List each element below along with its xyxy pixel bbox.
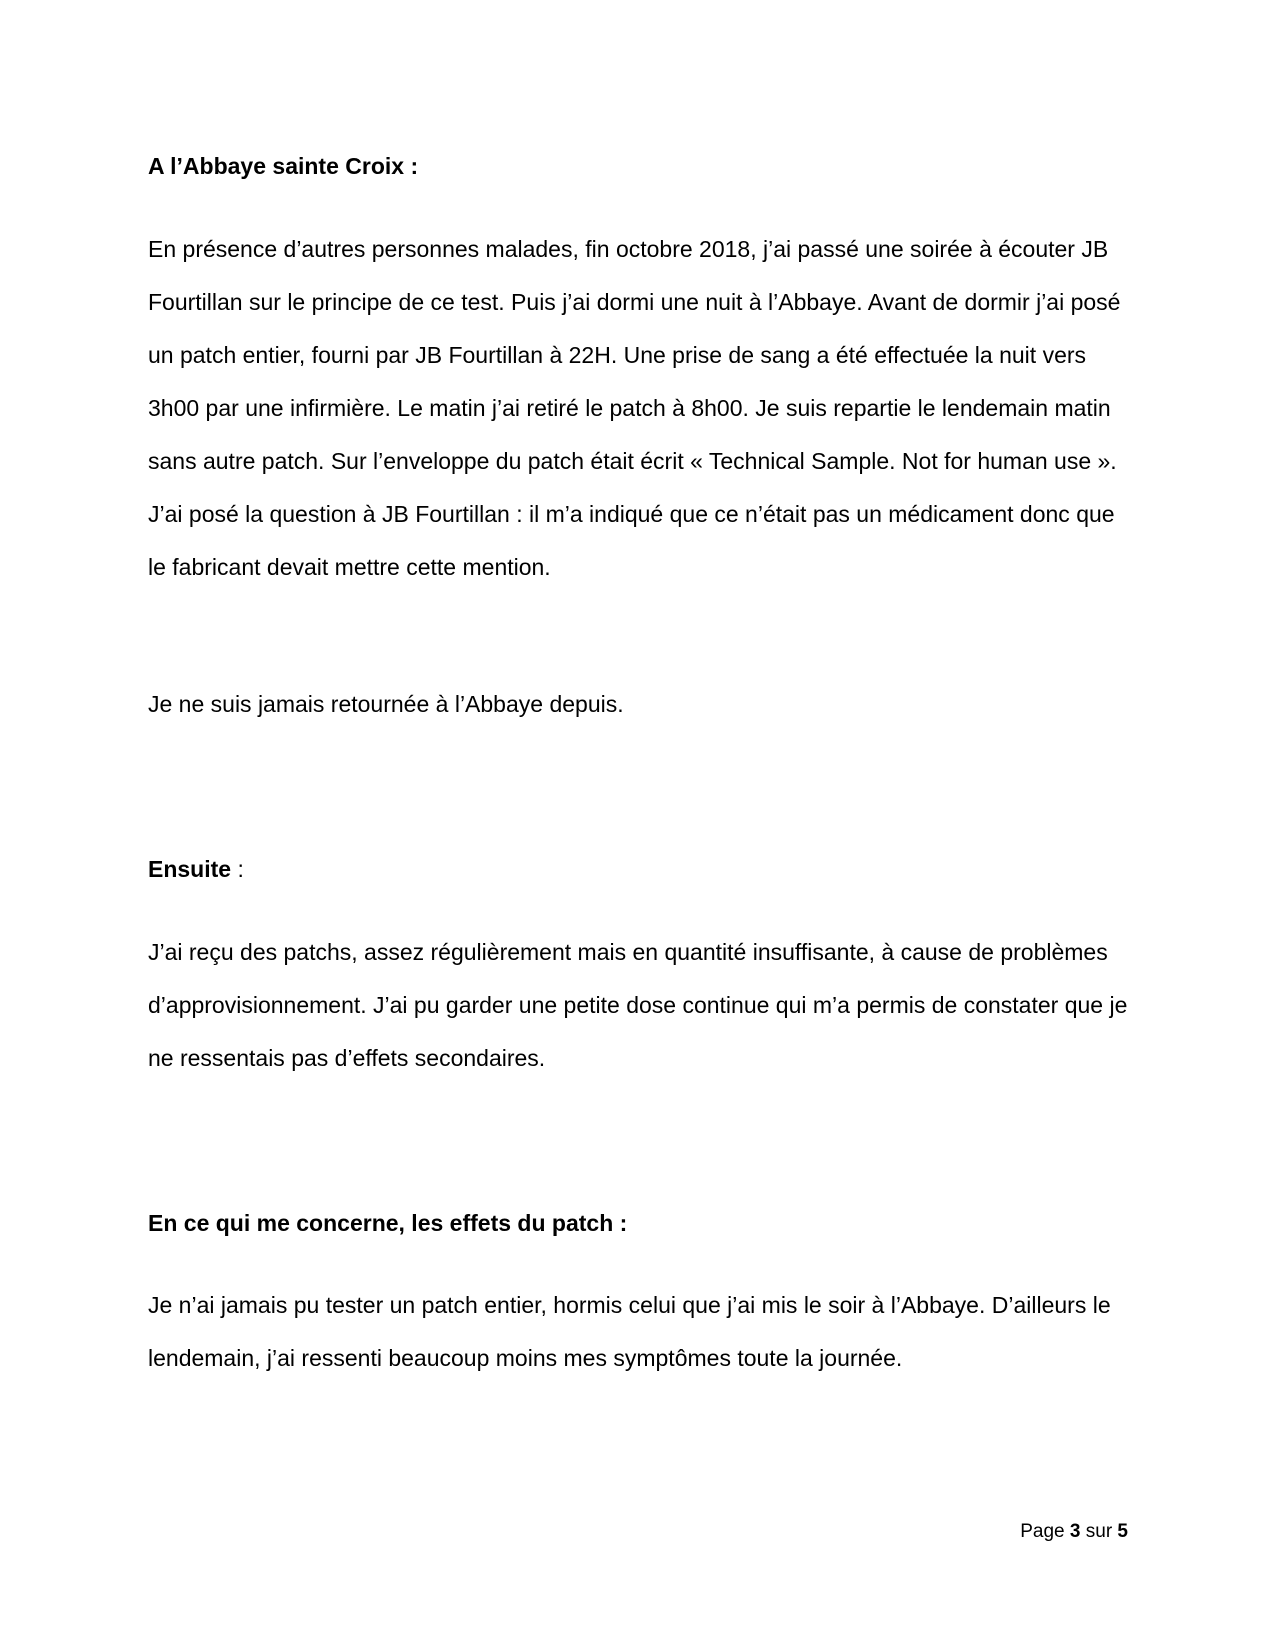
- heading-colon: :: [231, 856, 244, 882]
- footer-middle: sur: [1080, 1521, 1118, 1542]
- current-page-number: 3: [1069, 1521, 1081, 1542]
- heading-text: En ce qui me concerne, les effets du patch :: [148, 1210, 628, 1236]
- paragraph-patch-supply: [148, 926, 1138, 1085]
- heading-text: A l’Abbaye sainte Croix :: [148, 153, 419, 179]
- heading-bold-text: Ensuite: [148, 856, 232, 882]
- paragraph-text: J’ai reçu des patchs, assez régulièrement mais en quantité insuffisante, à cause de problèmes d’approvisionnement. J’ai pu garder une petite dose continue qui m’a permis de constater que je ne ressentais pas d’effets secondaires.: [148, 939, 1128, 1071]
- section-heading-ensuite: [148, 843, 1138, 896]
- paragraph-never-returned: [148, 678, 1138, 731]
- paragraph-text: Je ne suis jamais retournée à l’Abbaye depuis.: [148, 691, 624, 717]
- paragraph-text: En présence d’autres personnes malades, fin octobre 2018, j’ai passé une soirée à écouter JB Fourtillan sur le principe de ce test. Puis j’ai dormi une nuit à l’Abbaye. Avant de dormir j’ai posé un patch entier, fourni par JB Fourtillan à 22H. Une prise de sang a été effectuée la nuit vers 3h00 par une infirmière. Le matin j’ai retiré le patch à 8h00. Je suis repartie le lendemain matin sans autre patch. Sur l’enveloppe du patch était écrit « Technical Sample. Not for human use ». J’ai posé la question à JB Fourtillan : il m’a indiqué que ce n’était pas un médicament donc que le fabricant devait mettre cette mention.: [148, 236, 1121, 580]
- paragraph-abbaye-visit: [148, 223, 1138, 594]
- total-page-count: 5: [1117, 1521, 1128, 1542]
- paragraph-text: Je n’ai jamais pu tester un patch entier, hormis celui que j’ai mis le soir à l’Abbaye. D’ailleurs le lendemain, j’ai ressenti beaucoup moins mes symptômes toute la journée.: [148, 1292, 1111, 1371]
- section-heading-effects: [148, 1197, 1138, 1250]
- section-heading-abbaye: [148, 140, 1138, 193]
- heading-text: [148, 843, 1138, 896]
- page-number-footer: [1020, 1520, 1128, 1544]
- paragraph-patch-effects: [148, 1279, 1138, 1385]
- footer-prefix: Page: [1020, 1521, 1070, 1542]
